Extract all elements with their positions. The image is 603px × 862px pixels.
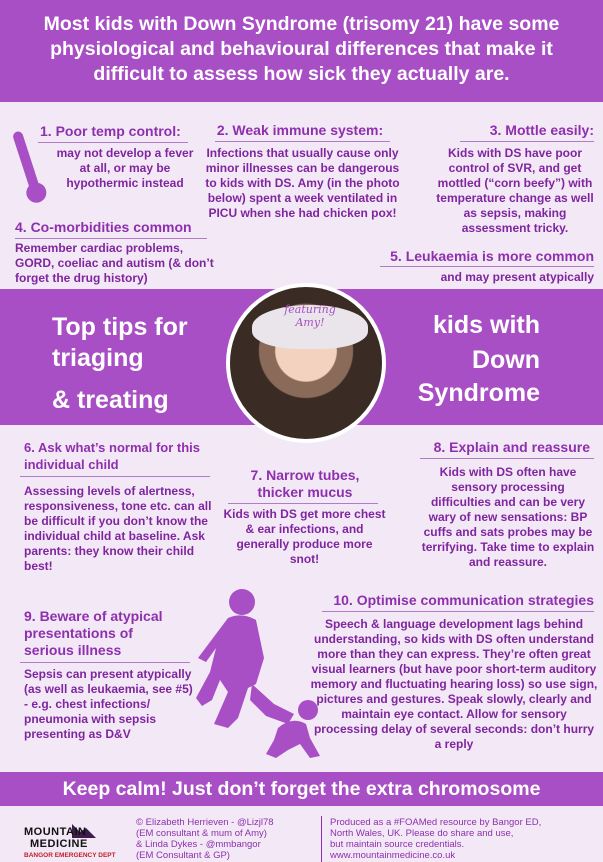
credits-line4: (EM Consultant & GP) bbox=[136, 850, 230, 861]
band-left-line3: & treating bbox=[52, 386, 169, 414]
tip1-body: may not develop a fever at all, or may be hypothermic instead bbox=[56, 146, 194, 190]
tip4-heading: 4. Co-morbidities common bbox=[15, 219, 192, 235]
tip3-rule bbox=[460, 141, 594, 142]
photo-caption: featuring Amy! bbox=[284, 303, 336, 329]
band-right-line2: Down bbox=[471, 346, 540, 374]
footer-banner: Keep calm! Just don’t forget the extra chromosome bbox=[0, 772, 603, 806]
tip7-rule bbox=[228, 503, 378, 504]
tip10-rule bbox=[322, 611, 594, 612]
header-title: Most kids with Down Syndrome (trisomy 21) have some physiological and behavioural differences that make it difficult to assess how sick they actually are. bbox=[43, 13, 560, 85]
footer bbox=[0, 806, 603, 862]
credits-line2: (EM consultant & mum of Amy) bbox=[136, 828, 267, 839]
tip7-body: Kids with DS get more chest & ear infections, and generally produce more snot! bbox=[223, 507, 386, 566]
band-left-line2: triaging bbox=[52, 344, 144, 372]
child-photo bbox=[226, 283, 386, 443]
website-link[interactable]: www.mountainmedicine.co.uk bbox=[330, 850, 456, 861]
tip6-heading: 6. Ask what’s normal for this individual child bbox=[24, 440, 201, 472]
tip8-rule bbox=[420, 458, 594, 459]
band-right-line3: Syndrome bbox=[417, 379, 540, 407]
tip2-rule bbox=[215, 141, 390, 142]
tip2-heading: 2. Weak immune system: bbox=[216, 122, 384, 138]
tip2-body: Infections that usually cause only minor illnesses can be dangerous to kids with DS. Amy (in the photo below) spent a week ventilated in PICU when she had chicken pox! bbox=[205, 146, 400, 220]
tip9-heading: 9. Beware of atypical presentations of serious illness bbox=[24, 608, 163, 658]
logo-line3: BANGOR EMERGENCY DEPT bbox=[24, 852, 116, 859]
tip6-body: Assessing levels of alertness, responsiveness, tone etc. can all be difficult if you don’t know the individual child at baseline. Ask parents: they know their child best! bbox=[24, 484, 212, 573]
tip4-body: Remember cardiac problems, GORD, coeliac and autism (& don’t forget the drug history) bbox=[15, 241, 214, 285]
tip3-heading: 3. Mottle easily: bbox=[489, 122, 594, 138]
band-left-line1: Top tips for bbox=[52, 313, 188, 341]
info-line2: North Wales, UK. Please do share and use, bbox=[330, 828, 514, 839]
logo-line2: MEDICINE bbox=[30, 838, 88, 850]
tip1-heading: 1. Poor temp control: bbox=[40, 123, 181, 139]
tip7-heading: 7. Narrow tubes, thicker mucus bbox=[250, 467, 360, 500]
credits-line3: & Linda Dykes - @mmbangor bbox=[136, 839, 261, 850]
tip10-body: Speech & language development lags behind understanding, so kids with DS often understand more than they can express. They’re often great visual learners (but have poor short-term auditory memory and fluctuating hearing loss) so use sign, pictures and gestures. Speak slowly, clearly and maintain eye contact. Allow for sensory processing delay of several seconds: don’t hurry a reply bbox=[310, 617, 598, 751]
footer-divider bbox=[321, 816, 322, 862]
logo-line1: MOUNTAIN bbox=[24, 826, 87, 838]
tip1-rule bbox=[38, 142, 188, 143]
tip8-heading: 8. Explain and reassure bbox=[433, 439, 590, 455]
info-line3: but maintain source credentials. bbox=[330, 839, 465, 850]
tip8-body: Kids with DS often have sensory processing difficulties and can be very wary of new sensations: BP cuffs and sats probes may be terrifying. Take time to explain and reassure. bbox=[421, 465, 595, 569]
tip5-rule bbox=[380, 266, 594, 267]
tip3-body: Kids with DS have poor control of SVR, and get mottled (“corn beefy”) with temperature change as well as sepsis, making assessment tricky. bbox=[436, 146, 594, 235]
header-banner bbox=[0, 0, 603, 102]
info-line1: Produced as a #FOAMed resource by Bangor ED, bbox=[330, 817, 542, 828]
tip10-heading: 10. Optimise communication strategies bbox=[333, 592, 594, 608]
tip5-heading: 5. Leukaemia is more common bbox=[390, 248, 594, 264]
tip9-body: Sepsis can present atypically (as well as leukaemia, see #5) - e.g. chest infections/ pneumonia with sepsis presenting as D&V bbox=[24, 667, 193, 741]
tip5-body: and may present atypically bbox=[440, 270, 594, 284]
credits-line1: © Elizabeth Herrieven - @Lizjl78 bbox=[136, 817, 274, 828]
tip9-rule bbox=[20, 662, 190, 663]
band-right-line1: kids with bbox=[433, 311, 540, 339]
tip6-rule bbox=[20, 476, 210, 477]
mountain-medicine-logo bbox=[24, 818, 116, 862]
tip4-rule bbox=[15, 238, 207, 239]
